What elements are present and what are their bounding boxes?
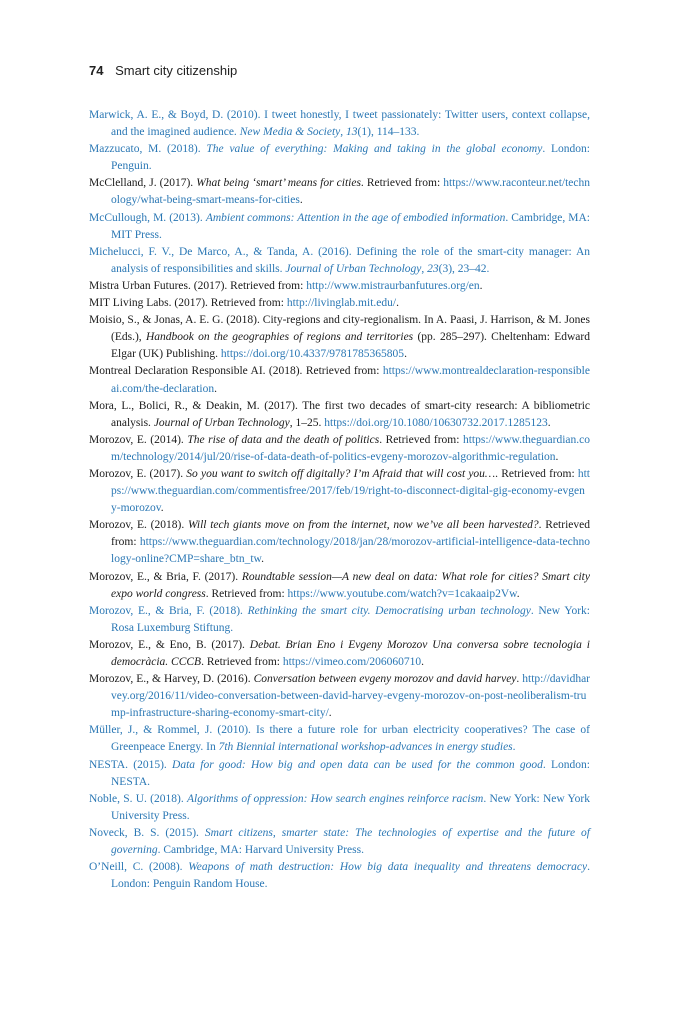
reference-title: Weapons of math destruction: How big data inequality and threatens democracy <box>188 861 588 874</box>
reference-entry <box>89 312 590 363</box>
reference-volume: 13 <box>346 126 358 139</box>
reference-authors: Morozov, E. (2018). <box>89 519 188 532</box>
reference-details: (pp. 285–297). Cheltenham: Edward Elgar (UK) Publishing. <box>111 331 590 361</box>
reference-link[interactable]: https://www.raconteur.net/technology/what-being-smart-means-for-cities <box>111 177 590 207</box>
reference-link[interactable]: https://www.theguardian.com/technology/2018/jan/28/morozov-artificial-intelligence-data-technology-online?CMP=share_btn_tw <box>111 536 590 566</box>
reference-title: 7th Biennial international workshop-advances in energy studies <box>218 741 513 754</box>
reference-entry <box>89 244 590 278</box>
reference-title: Journal of Urban Technology <box>285 262 422 275</box>
reference-entry <box>89 859 590 893</box>
reference-end: . <box>299 194 303 207</box>
reference-details: . New York: Rosa Luxemburg Stiftung. <box>111 604 590 634</box>
reference-entry <box>89 466 590 517</box>
page-number: 74 <box>89 63 104 78</box>
reference-authors: NESTA. (2015). <box>89 758 173 771</box>
reference-link[interactable]: https://www.montrealdeclaration-responsibleai.com/the-declaration <box>111 365 590 395</box>
reference-details: . Retrieved from: <box>495 467 578 480</box>
reference-entry <box>89 398 590 432</box>
reference-end: . <box>404 348 407 361</box>
reference-end: . <box>479 279 483 292</box>
reference-details: . London: NESTA. <box>111 758 590 788</box>
reference-title: Handbook on the geographies of regions and territories <box>145 331 414 344</box>
reference-entry <box>89 210 590 244</box>
reference-list <box>89 107 590 893</box>
reference-end: . <box>421 656 425 668</box>
reference-entry <box>89 107 590 141</box>
reference-authors: Montreal Declaration Responsible AI. (2018). Retrieved from: <box>89 365 383 378</box>
reference-title: Data for good: How big and open data can be used for the common good <box>172 758 543 771</box>
reference-authors: Noveck, B. S. (2015). <box>89 826 205 839</box>
reference-details: , 1–25. <box>289 416 325 429</box>
reference-entry <box>89 603 590 637</box>
reference-link[interactable]: https://doi.org/10.4337/9781785365805 <box>220 348 405 361</box>
reference-authors: O’Neill, C. (2008). <box>89 861 189 874</box>
reference-title: Conversation between evgeny morozov and david harvey <box>253 673 517 686</box>
reference-entry <box>89 722 590 756</box>
reference-authors: Marwick, A. E., & Boyd, D. (2010). I tweet honestly, I tweet passionately: Twitter users, context collapse, and the imagined audience. <box>89 109 590 139</box>
reference-end: . <box>516 587 520 600</box>
reference-authors: MIT Living Labs. (2017). Retrieved from: <box>89 297 287 310</box>
reference-details: . New York: New York University Press. <box>111 792 590 822</box>
reference-authors: Morozov, E., & Eno, B. (2017). <box>89 638 250 651</box>
reference-link[interactable]: https://www.theguardian.com/commentisfree/2017/feb/19/right-to-disconnect-digital-gig-economy-evgeny-morozov <box>111 467 590 515</box>
reference-link[interactable]: http://davidharvey.org/2016/11/video-conversation-between-david-harvey-evgeny-morozov-on-post-neoliberalism-trump-infrastructure-sharing-economy-smart-city/ <box>111 673 591 720</box>
reference-title: Algorithms of oppression: How search engines reinforce racism <box>186 792 484 805</box>
reference-details: (1), 114–133. <box>357 126 420 139</box>
reference-authors: Morozov, E. (2017). <box>89 467 187 480</box>
running-title: Smart city citizenship <box>115 63 238 78</box>
reference-separator: , <box>421 262 428 275</box>
reference-title: Journal of Urban Technology <box>153 416 290 429</box>
reference-end: . <box>396 297 399 310</box>
reference-entry <box>89 757 590 791</box>
reference-details: . Retrieved from: <box>111 519 590 549</box>
reference-link[interactable]: http://www.mistraurbanfutures.org/en <box>306 279 480 292</box>
reference-entry <box>89 295 590 312</box>
reference-end: . <box>555 450 559 463</box>
reference-details: . <box>512 741 516 754</box>
reference-authors: Moisio, S., & Jonas, A. E. G. (2018). City-regions and city-regionalism. In A. Paasi, J. Harrison, & M. Jones (Eds.), <box>89 314 590 344</box>
reference-authors: McClelland, J. (2017). <box>89 177 197 190</box>
reference-link[interactable]: https://www.theguardian.com/technology/2014/jul/20/rise-of-data-death-of-politics-evgeny-morozov-algorithmic-regulation <box>111 433 590 463</box>
reference-title: Will tech giants move on from the internet, now we’ve all been harvested? <box>187 519 539 532</box>
reference-entry <box>89 791 590 825</box>
reference-title: Roundtable session—A new deal on data: What role for cities? Smart city expo world congress <box>111 570 590 600</box>
reference-title: New Media & Society <box>239 126 341 139</box>
reference-details: . Cambridge, MA: MIT Press. <box>111 211 591 241</box>
reference-title: What being ‘smart’ means for cities <box>196 177 361 190</box>
reference-details: . <box>516 673 523 686</box>
reference-entry <box>89 825 590 859</box>
reference-entry <box>89 637 590 671</box>
reference-details: . London: Penguin Random House. <box>111 861 590 891</box>
reference-entry <box>89 175 590 209</box>
reference-entry <box>89 278 590 295</box>
reference-authors: Mazzucato, M. (2018). <box>89 143 207 156</box>
reference-link[interactable]: http://livinglab.mit.edu/ <box>286 297 397 310</box>
reference-title: The rise of data and the death of politics <box>187 433 380 446</box>
reference-authors: Mistra Urban Futures. (2017). Retrieved from: <box>89 279 307 292</box>
reference-entry <box>89 671 590 722</box>
reference-end: . <box>261 553 264 566</box>
reference-details: . Retrieved from: <box>201 656 283 668</box>
reference-end: . <box>160 502 164 515</box>
reference-entry <box>89 517 590 568</box>
reference-authors: Morozov, E., & Harvey, D. (2016). <box>89 673 254 686</box>
reference-details: . Retrieved from: <box>205 587 288 600</box>
reference-details: . Cambridge, MA: Harvard University Press. <box>157 844 364 857</box>
reference-authors: Mora, L., Bolici, R., & Deakin, M. (2017). The first two decades of smart-city research: A bibliometric analysis. <box>89 399 590 429</box>
reference-title: Debat. Brian Eno i Evgeny Morozov Una conversa sobre tecnologia i democràcia. CCCB <box>111 638 590 668</box>
reference-authors: Morozov, E., & Bria, F. (2017). <box>89 570 242 583</box>
reference-details: . Retrieved from: <box>360 177 444 190</box>
reference-details: . London: Penguin. <box>111 143 590 173</box>
reference-title: Smart citizens, smarter state: The technologies of expertise and the future of governing <box>111 826 590 857</box>
reference-details: . Retrieved from: <box>379 433 463 446</box>
reference-volume: 23 <box>427 262 439 275</box>
reference-entry <box>89 432 590 466</box>
reference-entry <box>89 363 590 397</box>
reference-end: . <box>547 416 551 429</box>
reference-title: So you want to switch off digitally? I’m Afraid that will cost you… <box>186 467 496 480</box>
reference-link[interactable]: https://www.youtube.com/watch?v=1cakaaip2Vw <box>287 587 517 600</box>
reference-separator: , <box>340 126 347 139</box>
reference-end: . <box>328 707 332 720</box>
reference-authors: Müller, J., & Rommel, J. (2010). Is there a future role for urban electricity cooperatives? The case of Greenpeace Energy. In <box>89 724 590 754</box>
reference-authors: Noble, S. U. (2018). <box>89 792 187 805</box>
reference-authors: Morozov, E. (2014). <box>89 433 188 446</box>
reference-title: Rethinking the smart city. Democratising urban technology <box>247 604 531 617</box>
reference-details: (3), 23–42. <box>438 262 490 275</box>
reference-link[interactable]: https://doi.org/10.1080/10630732.2017.1285123 <box>324 416 548 429</box>
reference-end: . <box>214 382 218 395</box>
running-header <box>89 63 237 78</box>
reference-title: The value of everything: Making and taking in the global economy <box>206 143 543 156</box>
reference-link[interactable]: https://vimeo.com/206060710 <box>282 656 422 668</box>
reference-entry <box>89 141 590 175</box>
reference-authors: Morozov, E., & Bria, F. (2018). <box>89 604 248 617</box>
reference-title: Ambient commons: Attention in the age of embodied information <box>205 211 506 224</box>
reference-authors: Michelucci, F. V., De Marco, A., & Tanda, A. (2016). Defining the role of the smart-city manager: An analysis of responsibilities and skills. <box>89 245 590 275</box>
reference-authors: McCullough, M. (2013). <box>89 211 206 224</box>
reference-entry <box>89 569 590 603</box>
